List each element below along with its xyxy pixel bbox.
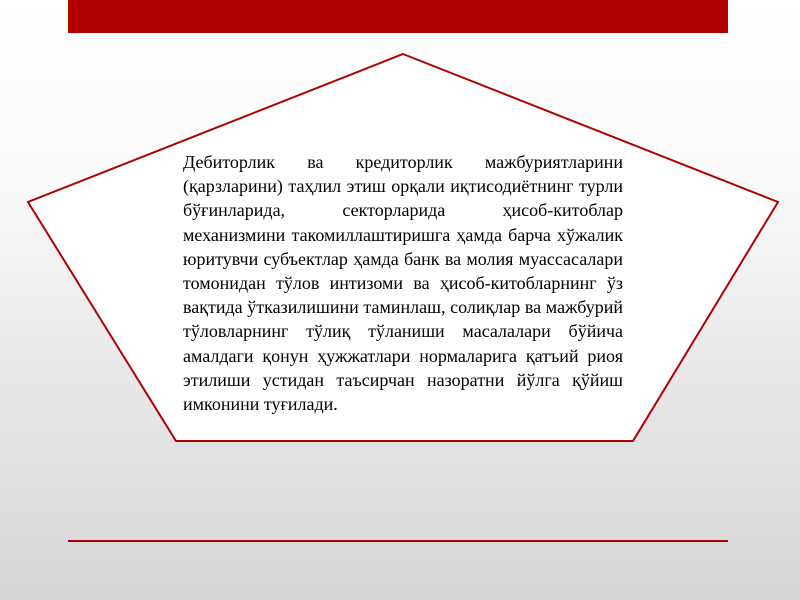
bottom-divider-line bbox=[68, 540, 728, 542]
body-text: Дебиторлик ва кредиторлик мажбуриятларини (қарзларини) таҳлил этиш орқали иқтисодиётнинг турли бўғинларида, секторларида ҳисоб-китоблар механизмини такомиллаштиришга ҳамда барча хўжалик юритувчи субъектлар ҳамда банк ва молия муассасалари томонидан тўлов интизоми ва ҳисоб-китобларнинг ўз вақтида ўтказилишини таминлаш, солиқлар ва мажбурий тўловларнинг тўлиқ тўланиши масалалари бўйича амалдаги қонун ҳужжатлари нормаларига қатъий риоя этилиши устидан таъсирчан назоратни йўлга қўйиш имконини туғилади. bbox=[183, 152, 623, 415]
